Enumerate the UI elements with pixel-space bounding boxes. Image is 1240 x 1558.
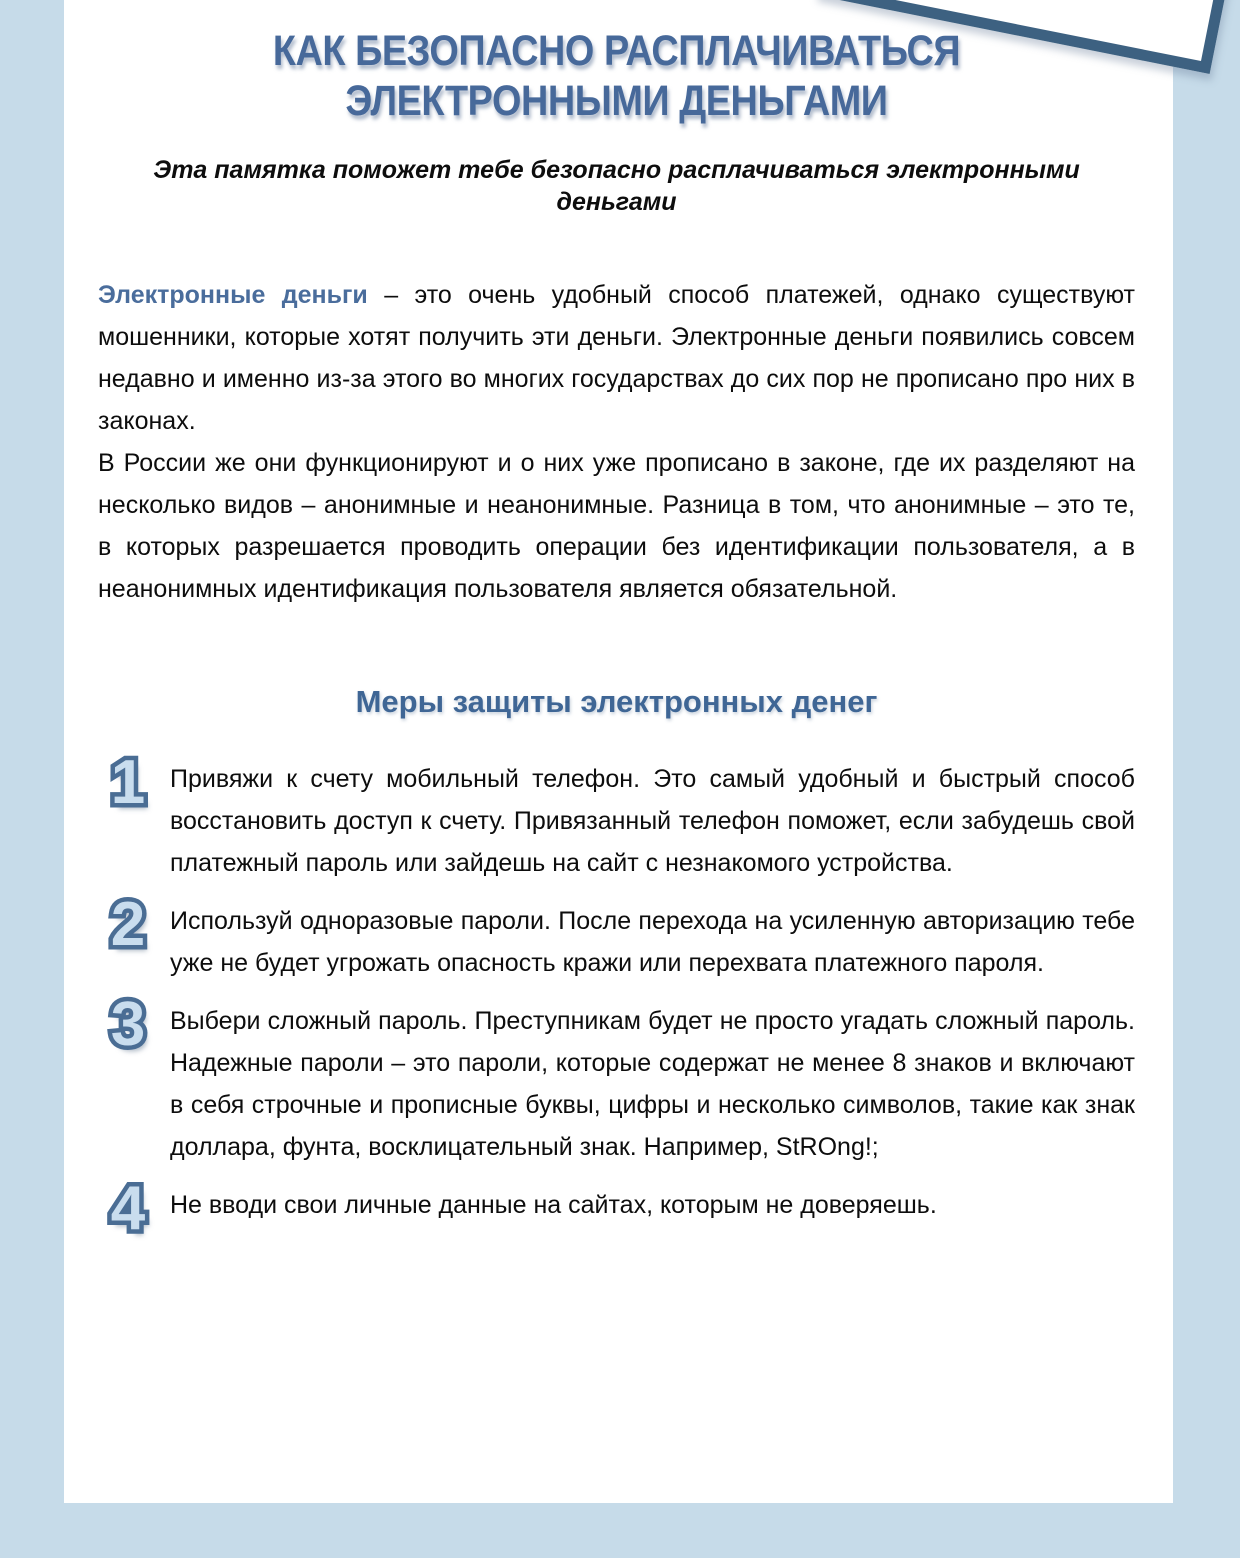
protection-item-1: [98, 748, 1135, 884]
protection-item-4: [98, 1174, 1135, 1243]
protection-item-3: [98, 990, 1135, 1168]
intro-paragraph-1-text: – это очень удобный способ платежей, однако существуют мошенники, которые хотят получить эти деньги. Электронные деньги появились совсем недавно и именно из-за этого во многих государствах до сих пор не прописано про них в законах.: [98, 281, 1136, 435]
item-number-column: [98, 890, 158, 959]
item-number-column: [98, 748, 158, 817]
item-text-1: Привяжи к счету мобильный телефон. Это самый удобный и быстрый способ восстановить доступ к счету. Привязанный телефон поможет, если забудешь свой платежный пароль или зайдешь на сайт с незнакомого устройства.: [170, 765, 1135, 877]
item-number-3: 3 3: [111, 996, 145, 1054]
protection-item-2: [98, 890, 1135, 984]
item-text-4: Не вводи свои личные данные на сайтах, которым не доверяешь.: [170, 1191, 937, 1219]
page-title: [160, 26, 1073, 126]
protection-items-list: [98, 748, 1135, 1243]
subtitle: Эта памятка поможет тебе безопасно расплачиваться электронными деньгами: [153, 156, 1080, 216]
intro-section: [98, 274, 1135, 610]
lead-term: Электронные деньги: [98, 281, 368, 309]
section-heading: Меры защиты электронных денег: [355, 684, 878, 719]
intro-paragraph-1: [98, 274, 1135, 442]
item-number-column: [98, 990, 158, 1059]
item-number-4: 4 4: [111, 1180, 145, 1238]
item-text-3: Выбери сложный пароль. Преступникам будет не просто угадать сложный пароль. Надежные пароли – это пароли, которые содержат не менее 8 знаков и включают в себя строчные и прописные буквы, цифры и несколько символов, такие как знак доллара, фунта, восклицательный знак. Например, StROng!;: [170, 1007, 1135, 1161]
page-title-line-1: КАК БЕЗОПАСНО РАСПЛАЧИВАТЬСЯ: [272, 27, 961, 75]
item-number-1: 1 1: [111, 754, 145, 812]
page-title-line-2: ЭЛЕКТРОННЫМИ ДЕНЬГАМИ: [345, 77, 888, 125]
item-text-2: Используй одноразовые пароли. После перехода на усиленную авторизацию тебе уже не будет угрожать опасность кражи или перехвата платежного пароля.: [170, 907, 1135, 977]
leaflet-card: [64, 0, 1173, 1503]
item-number-2: 2 2: [111, 896, 145, 954]
leaflet-content: [64, 0, 1173, 1243]
item-number-column: [98, 1174, 158, 1243]
intro-paragraph-2: В России же они функционируют и о них уже прописано в законе, где их разделяют на несколько видов – анонимные и неанонимные. Разница в том, что анонимные – это те, в которых разрешается проводить операции без идентификации пользователя, а в неанонимных идентификация пользователя является обязательной.: [98, 449, 1135, 603]
